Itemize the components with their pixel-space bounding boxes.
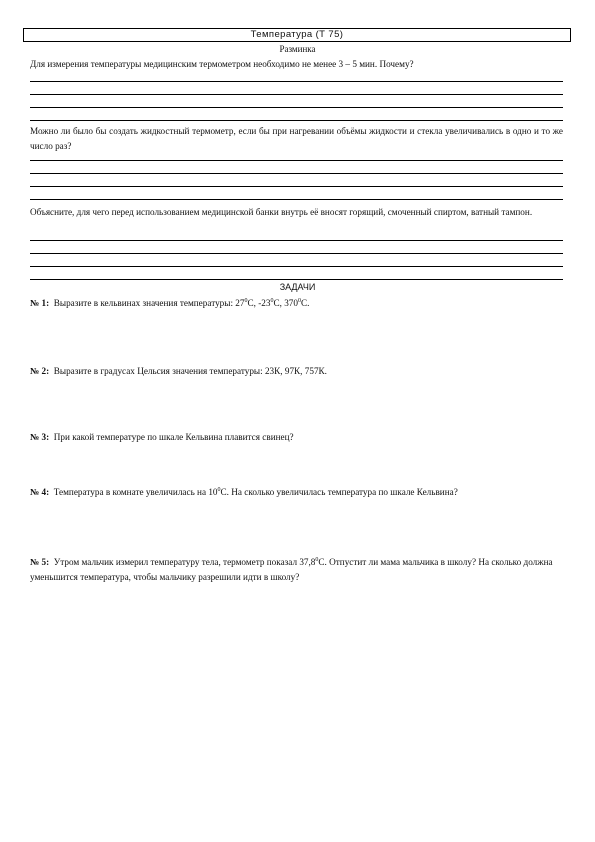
task-text: С. [300,298,310,308]
tasks-heading: ЗАДАЧИ [279,282,316,292]
task-text: С. На сколько увеличилась температура по шкале Кельвина? [220,487,458,497]
answer-line[interactable] [30,120,563,121]
task-3 [30,430,570,445]
task-text: Утром мальчик измерил температуру тела, термометр показал 37,8 [53,557,316,567]
answer-line[interactable] [30,186,563,187]
answer-line[interactable] [30,173,563,174]
task-text: С, -23 [247,298,271,308]
task-text: С. Отпустит ли мама мальчика в школу? На сколько должна уменьшится температура, чтобы мальчику разрешили идти в школу? [30,557,553,582]
warmup-question-2: Можно ли было бы создать жидкостный термометр, если бы при нагревании объёмы жидкости и стекла увеличивались в одно и то же число раз? [30,126,563,151]
task-number: № 4: [30,487,50,497]
task-text: Выразите в кельвинах значения температуры: 27 [53,298,245,308]
answer-line[interactable] [30,107,563,108]
answer-line[interactable] [30,81,563,82]
task-5 [30,555,565,585]
task-1 [30,296,570,311]
warmup-question-3: Объясните, для чего перед использованием медицинской банки внутрь её вносят горящий, смоченный спиртом, ватный тампон. [30,207,533,217]
answer-line[interactable] [30,266,563,267]
task-number: № 2: [30,366,50,376]
answer-line[interactable] [30,240,563,241]
warmup-question-1: Для измерения температуры медицинским термометром необходимо не менее 3 – 5 мин. Почему? [30,59,414,69]
answer-line[interactable] [30,279,563,280]
warmup-heading: Разминка [279,44,316,54]
task-number: № 5: [30,557,50,567]
answer-line[interactable] [30,160,563,161]
task-number: № 3: [30,432,50,442]
degree-mark: 0 [315,557,319,563]
task-text: С, 370 [273,298,298,308]
degree-mark: 0 [217,487,221,493]
task-text: При какой температуре по шкале Кельвина плавится свинец? [53,432,294,442]
task-2 [30,364,570,379]
answer-line[interactable] [30,94,563,95]
task-text: Выразите в градусах Цельсия значения температуры: 23К, 97К, 757К. [53,366,327,376]
degree-mark: 0 [297,298,301,304]
page-title: Температура (Т 75) [23,28,571,42]
task-text: Температура в комнате увеличилась на 10 [53,487,218,497]
degree-mark: 0 [244,298,248,304]
answer-line[interactable] [30,199,563,200]
task-4 [30,485,570,500]
answer-line[interactable] [30,253,563,254]
degree-mark: 0 [270,298,274,304]
task-number: № 1: [30,298,50,308]
